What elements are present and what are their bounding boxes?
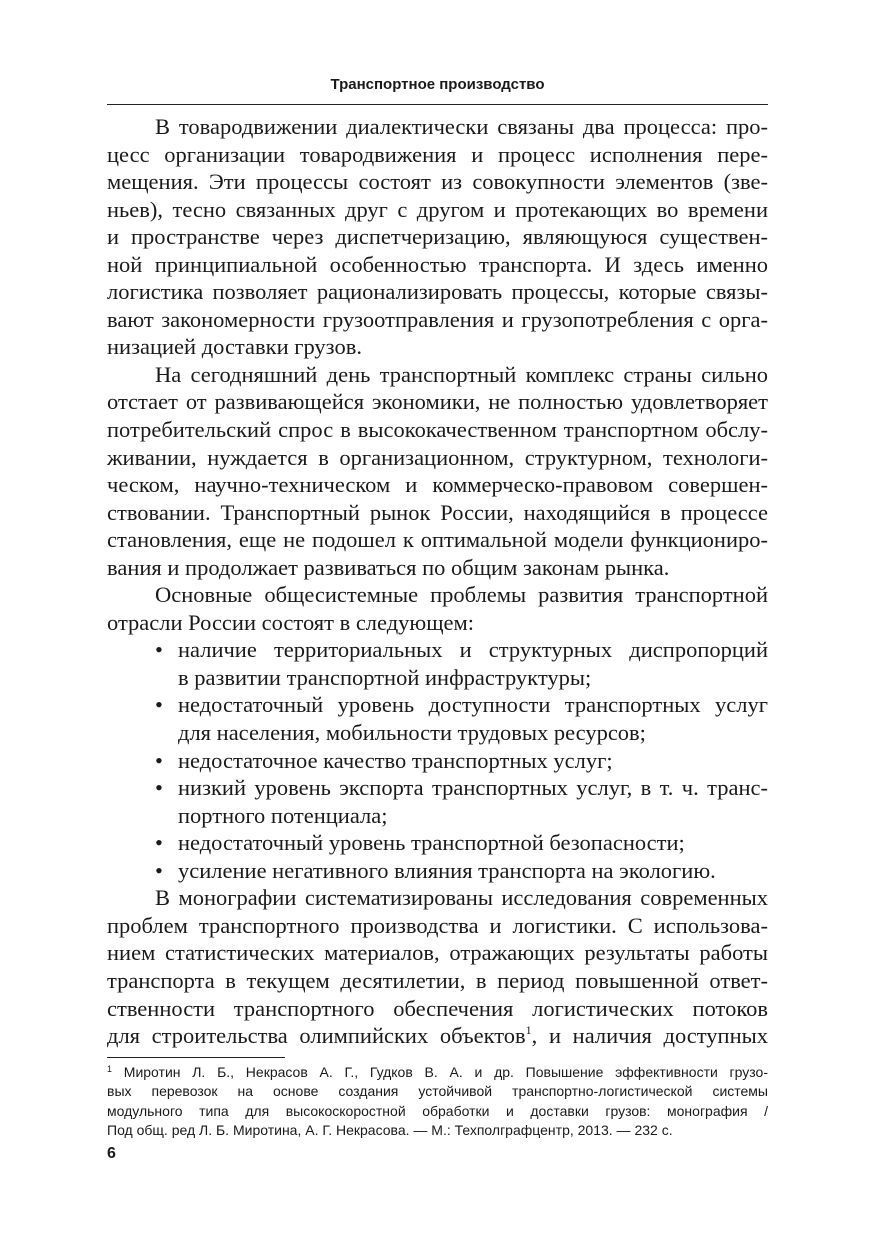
text-line: вания и продолжает развиваться по общим законам рынка.: [107, 554, 670, 580]
footnote-mark: 1: [107, 1064, 113, 1074]
list-item-continuation: в развитии транспортной инфраструктуры;: [178, 664, 592, 690]
list-item: [107, 691, 768, 719]
bullet-glyph: •: [155, 775, 163, 801]
text-line: проблем транспортного производства и логистики. С использова-: [107, 912, 768, 938]
footnote-line: модульного типа для высокоскоростной обработки и доставки грузов: монография /: [107, 1102, 768, 1119]
text-line: и пространстве через диспетчеризацию, являющуюся существен-: [107, 224, 768, 250]
bullet-glyph: •: [155, 692, 163, 718]
text-line: цесс организации товародвижения и процесс исполнения пере-: [107, 141, 768, 167]
text-line: транспорта в текущем десятилетии, в период повышенной ответ-: [107, 967, 768, 993]
text-line: потребительский спрос в высококачественном транспортном обслу-: [107, 417, 768, 443]
text-line: нием статистических материалов, отражающих результаты работы: [107, 940, 768, 966]
text-line: мещения. Эти процессы состоят из совокупности элементов (зве-: [107, 169, 768, 195]
list-item-text: низкий уровень экспорта транспортных услуг, в т. ч. транс-: [178, 775, 768, 801]
text-line: ствовании. Транспортный рынок России, находящийся в процессе: [107, 499, 768, 525]
list-item-text: недостаточный уровень транспортной безопасности;: [178, 830, 685, 856]
footnote-reference[interactable]: 1: [525, 1023, 532, 1038]
footnote-rule: [107, 1057, 285, 1058]
body-text: [107, 113, 768, 1050]
text-line: ственности транспортного обеспечения логистических потоков: [107, 995, 768, 1021]
text-line: отрасли России состоят в следующем:: [107, 609, 475, 635]
list-item: [107, 636, 768, 664]
text-line: Основные общесистемные проблемы развития транспортной: [155, 582, 768, 608]
page-number: 6: [107, 1145, 116, 1162]
bullet-glyph: •: [155, 857, 163, 883]
text-line: [107, 1022, 768, 1050]
text-line: живании, нуждается в организационном, структурном, технологи-: [107, 444, 768, 470]
text-line: ческом, научно-техническом и коммерческо-правовом совершен-: [107, 472, 768, 498]
text-line: отстает от развивающейся экономики, не полностью удовлетворяет: [107, 389, 768, 415]
list-item-text: недостаточный уровень доступности транспортных услуг: [178, 692, 768, 718]
text-fragment: для строительства олимпийских объектов: [107, 1023, 526, 1049]
list-item-text: недостаточное качество транспортных услуг;: [178, 747, 613, 773]
bullet-glyph: •: [155, 637, 163, 663]
footnote-text: Миротин Л. Б., Некрасов А. Г., Гудков В. А. и др. Повышение эффективности грузо-: [123, 1064, 769, 1080]
text-line: вают закономерности грузоотправления и грузопотребления с орга-: [107, 306, 768, 332]
list-item-text: наличие территориальных и структурных диспропорций: [178, 637, 768, 663]
list-item: [107, 747, 768, 775]
header-rule: [107, 104, 768, 105]
text-line: В товародвижении диалектически связаны два процесса: про-: [155, 114, 768, 139]
text-fragment: , и наличия доступных: [531, 1023, 768, 1049]
text-line: ной принципиальной особенностью транспорта. И здесь именно: [107, 251, 768, 277]
footnote: [107, 1063, 768, 1140]
footnote-line: Под общ. ред Л. Б. Миротина, А. Г. Некрасова. — М.: Техполграфцентр, 2013. — 232 с.: [107, 1121, 673, 1138]
bullet-glyph: •: [155, 747, 163, 773]
text-line: На сегодняшний день транспортный комплекс страны сильно: [155, 361, 768, 387]
list-item-text: усиление негативного влияния транспорта на экологию.: [178, 857, 716, 883]
text-line: становления, еще не подошел к оптимальной модели функциониро-: [107, 527, 768, 553]
list-item: [107, 829, 768, 857]
running-head: Транспортное производство: [330, 76, 545, 93]
list-item-continuation: для населения, мобильности трудовых ресурсов;: [178, 720, 646, 746]
footnote-line: вых перевозок на основе создания устойчивой транспортно-логистической системы: [107, 1083, 768, 1100]
text-line: В монографии систематизированы исследования современных: [155, 885, 768, 911]
list-item: [107, 774, 768, 802]
list-item: [107, 857, 768, 885]
footnote-line: [107, 1063, 768, 1082]
text-line: низацией доставки грузов.: [107, 334, 362, 360]
bullet-glyph: •: [155, 830, 163, 856]
text-line: ньев), тесно связанных друг с другом и протекающих во времени: [107, 196, 768, 222]
text-line: логистика позволяет рационализировать процессы, которые связы-: [107, 279, 768, 305]
list-item-continuation: портного потенциала;: [178, 802, 388, 828]
